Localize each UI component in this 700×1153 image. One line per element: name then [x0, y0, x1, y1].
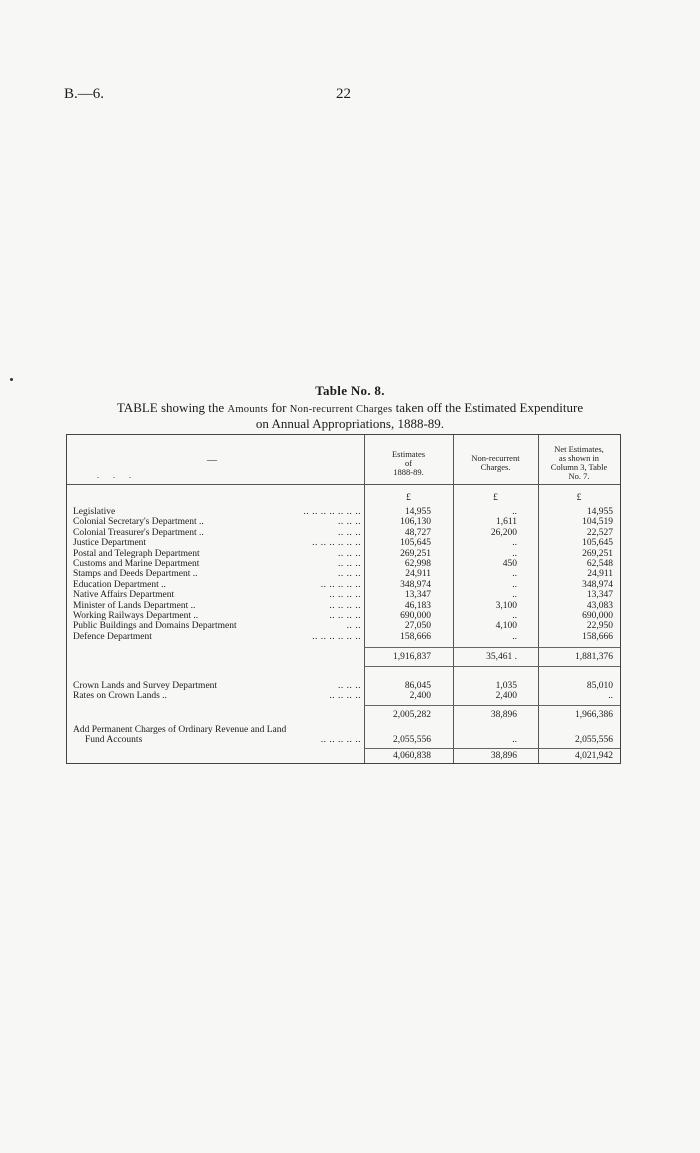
caption-text-3: taken off the Estimated Expenditure	[395, 400, 584, 415]
stray-mark	[10, 378, 13, 381]
cell-net: 105,645	[582, 538, 613, 549]
row-label: Native Affairs Department	[73, 590, 175, 601]
cell-nonrecurrent: ..	[512, 579, 517, 590]
table-number: Table No. 8.	[315, 383, 385, 398]
cell-nonrecurrent: ..	[512, 548, 517, 559]
caption-text-1: TABLE showing the	[116, 400, 225, 415]
cell-estimates: 2,005,282	[393, 710, 431, 720]
total-rule	[364, 748, 620, 749]
cell-nonrecurrent: ..	[512, 569, 517, 580]
table-row	[67, 725, 620, 735]
cell-nonrecurrent: ..	[512, 735, 517, 746]
cell-estimates: 348,974	[400, 579, 431, 590]
cell-net: 348,974	[582, 579, 613, 590]
unit-net: £	[576, 493, 582, 503]
cell-net: 1,881,376	[575, 652, 613, 662]
header-line: 1888-89.	[393, 467, 424, 477]
cell-net: 43,083	[586, 600, 613, 611]
cell-estimates: 690,000	[400, 611, 431, 621]
cell-nonrecurrent: 4,100	[495, 621, 517, 632]
header-line: Column 3, Table	[550, 462, 608, 472]
cell-nonrecurrent: 26,200	[490, 527, 517, 538]
table-row	[67, 559, 620, 569]
page-number: 22	[336, 86, 351, 102]
leader-dots: .. .. .. .. .. .. ..	[303, 507, 361, 517]
cell-estimates: 13,347	[404, 590, 431, 601]
table-caption	[50, 401, 650, 431]
table-row	[67, 517, 620, 527]
header-line: No. 7.	[568, 471, 590, 481]
cell-nonrecurrent: 3,100	[495, 600, 517, 611]
leader-dots: .. .. .. ..	[329, 611, 361, 621]
row-label: Legislative	[73, 507, 116, 517]
leader-dots: .. .. ..	[338, 559, 361, 569]
row-label: Add Permanent Charges of Ordinary Revenue and Land	[73, 725, 287, 735]
cell-net: 85,010	[586, 681, 613, 691]
non-recurrent-charges-table	[66, 434, 621, 764]
cell-estimates: 24,911	[405, 569, 431, 580]
cell-net: 14,955	[586, 507, 613, 517]
cell-net: 269,251	[582, 548, 613, 559]
table-row	[67, 549, 620, 559]
unit-estimates: £	[406, 493, 411, 503]
cell-nonrecurrent: 35,461 .	[486, 652, 517, 662]
table-row	[67, 580, 620, 590]
table-row	[67, 681, 620, 691]
leader-dots: .. .. .. .. .. ..	[312, 538, 361, 549]
table-row	[67, 735, 620, 745]
cell-nonrecurrent: ..	[512, 590, 517, 601]
header-rule	[67, 484, 620, 485]
cell-estimates: 106,130	[400, 517, 431, 528]
cell-net: 62,548	[586, 559, 613, 569]
subtotal-row	[67, 652, 620, 662]
leader-dots: .. .. .. .. ..	[320, 735, 361, 746]
cell-estimates: 14,955	[404, 507, 431, 517]
row-label: Education Department ..	[73, 579, 166, 590]
cell-net: 22,950	[586, 621, 613, 632]
column-header-estimates	[364, 450, 453, 477]
row-label: Colonial Treasurer's Department ..	[73, 527, 204, 538]
row-label: Colonial Secretary's Department ..	[73, 517, 204, 528]
header-line: as shown in	[558, 453, 600, 463]
leader-dots: .. ..	[346, 621, 361, 632]
row-label: Stamps and Deeds Department ..	[73, 569, 198, 580]
leader-dots: .. .. .. .. .. ..	[312, 631, 361, 642]
row-label: Fund Accounts	[85, 735, 143, 746]
cell-nonrecurrent: 38,896	[490, 751, 517, 761]
header-line: Non-recurrent	[471, 453, 520, 463]
cell-net: 158,666	[582, 631, 613, 642]
cell-nonrecurrent: 450	[502, 559, 517, 569]
cell-estimates: 46,183	[404, 600, 431, 611]
subtotal-row	[67, 710, 620, 720]
cell-net: 22,527	[586, 527, 613, 538]
row-label: Working Railways Department ..	[73, 611, 199, 621]
subtotal-rule	[364, 647, 620, 648]
table-row	[67, 611, 620, 621]
cell-estimates: 27,050	[404, 621, 431, 632]
header-line: Estimates	[391, 449, 426, 459]
table-row	[67, 528, 620, 538]
cell-estimates: 2,400	[409, 691, 431, 702]
row-label: Justice Department	[73, 538, 147, 549]
cell-nonrecurrent: ..	[512, 631, 517, 642]
cell-estimates: 1,916,837	[393, 652, 431, 662]
header-line: Charges.	[480, 462, 511, 472]
table-row	[67, 691, 620, 701]
leader-dots: .. .. .. ..	[329, 590, 361, 601]
table-row	[67, 590, 620, 600]
cell-estimates: 2,055,556	[393, 735, 431, 746]
table-row	[67, 621, 620, 631]
table-row	[67, 507, 620, 517]
leader-dots: .. .. ..	[338, 517, 361, 528]
cell-nonrecurrent: 2,400	[495, 691, 517, 702]
leader-dots: .. .. .. ..	[329, 691, 361, 702]
cell-nonrecurrent: 1,035	[495, 681, 517, 691]
cell-net: 104,519	[582, 517, 613, 528]
stub-header-dots: . . .	[97, 471, 137, 480]
cell-net: 1,966,386	[575, 710, 613, 720]
table-row	[67, 569, 620, 579]
cell-net: 690,000	[582, 611, 613, 621]
cell-net: 2,055,556	[575, 735, 613, 746]
leader-dots: .. .. ..	[338, 681, 361, 691]
row-label: Defence Department	[73, 631, 152, 642]
cell-net: 4,021,942	[575, 751, 613, 761]
subtotal-rule	[364, 666, 620, 667]
row-label: Public Buildings and Domains Department	[73, 621, 237, 632]
cell-estimates: 269,251	[400, 548, 431, 559]
header-line: Net Estimates,	[554, 444, 604, 454]
cell-estimates: 48,727	[404, 527, 431, 538]
leader-dots: .. .. ..	[338, 569, 361, 580]
unit-nonrecurrent: £	[493, 493, 498, 503]
leader-dots: .. .. .. .. ..	[320, 579, 361, 590]
cell-estimates: 86,045	[404, 681, 431, 691]
cell-estimates: 4,060,838	[393, 751, 431, 761]
row-label: Rates on Crown Lands ..	[73, 691, 167, 702]
document-code: B.—6.	[64, 86, 105, 102]
row-label: Minister of Lands Department ..	[73, 600, 196, 611]
leader-dots: .. .. ..	[338, 527, 361, 538]
cell-net: ..	[608, 691, 613, 702]
caption-line-2: on Annual Appropriations, 1888-89.	[255, 416, 445, 431]
caption-smallcaps-2: Non-recurrent Charges	[289, 404, 393, 415]
row-label: Customs and Marine Department	[73, 559, 200, 569]
leader-dots: .. .. ..	[338, 548, 361, 559]
cell-estimates: 62,998	[404, 559, 431, 569]
stub-header: —	[207, 455, 217, 466]
caption-text-2: for	[271, 400, 287, 415]
cell-estimates: 105,645	[400, 538, 431, 549]
cell-nonrecurrent: 1,611	[495, 517, 517, 528]
column-header-net	[538, 445, 620, 481]
row-label: Crown Lands and Survey Department	[73, 681, 218, 691]
cell-nonrecurrent: ..	[512, 538, 517, 549]
total-row	[67, 751, 620, 761]
table-row	[67, 538, 620, 548]
cell-net: 13,347	[586, 590, 613, 601]
cell-net: 24,911	[587, 569, 613, 580]
table-row	[67, 632, 620, 642]
row-label: Postal and Telegraph Department	[73, 548, 200, 559]
cell-nonrecurrent: ..	[512, 611, 517, 621]
cell-nonrecurrent: 38,896	[490, 710, 517, 720]
column-header-nonrecurrent	[453, 454, 538, 472]
subtotal-rule	[364, 705, 620, 706]
header-line: of	[404, 458, 413, 468]
table-row	[67, 601, 620, 611]
caption-smallcaps-1: Amounts	[227, 404, 269, 415]
cell-nonrecurrent: ..	[512, 507, 517, 517]
cell-estimates: 158,666	[400, 631, 431, 642]
leader-dots: .. .. .. ..	[329, 600, 361, 611]
